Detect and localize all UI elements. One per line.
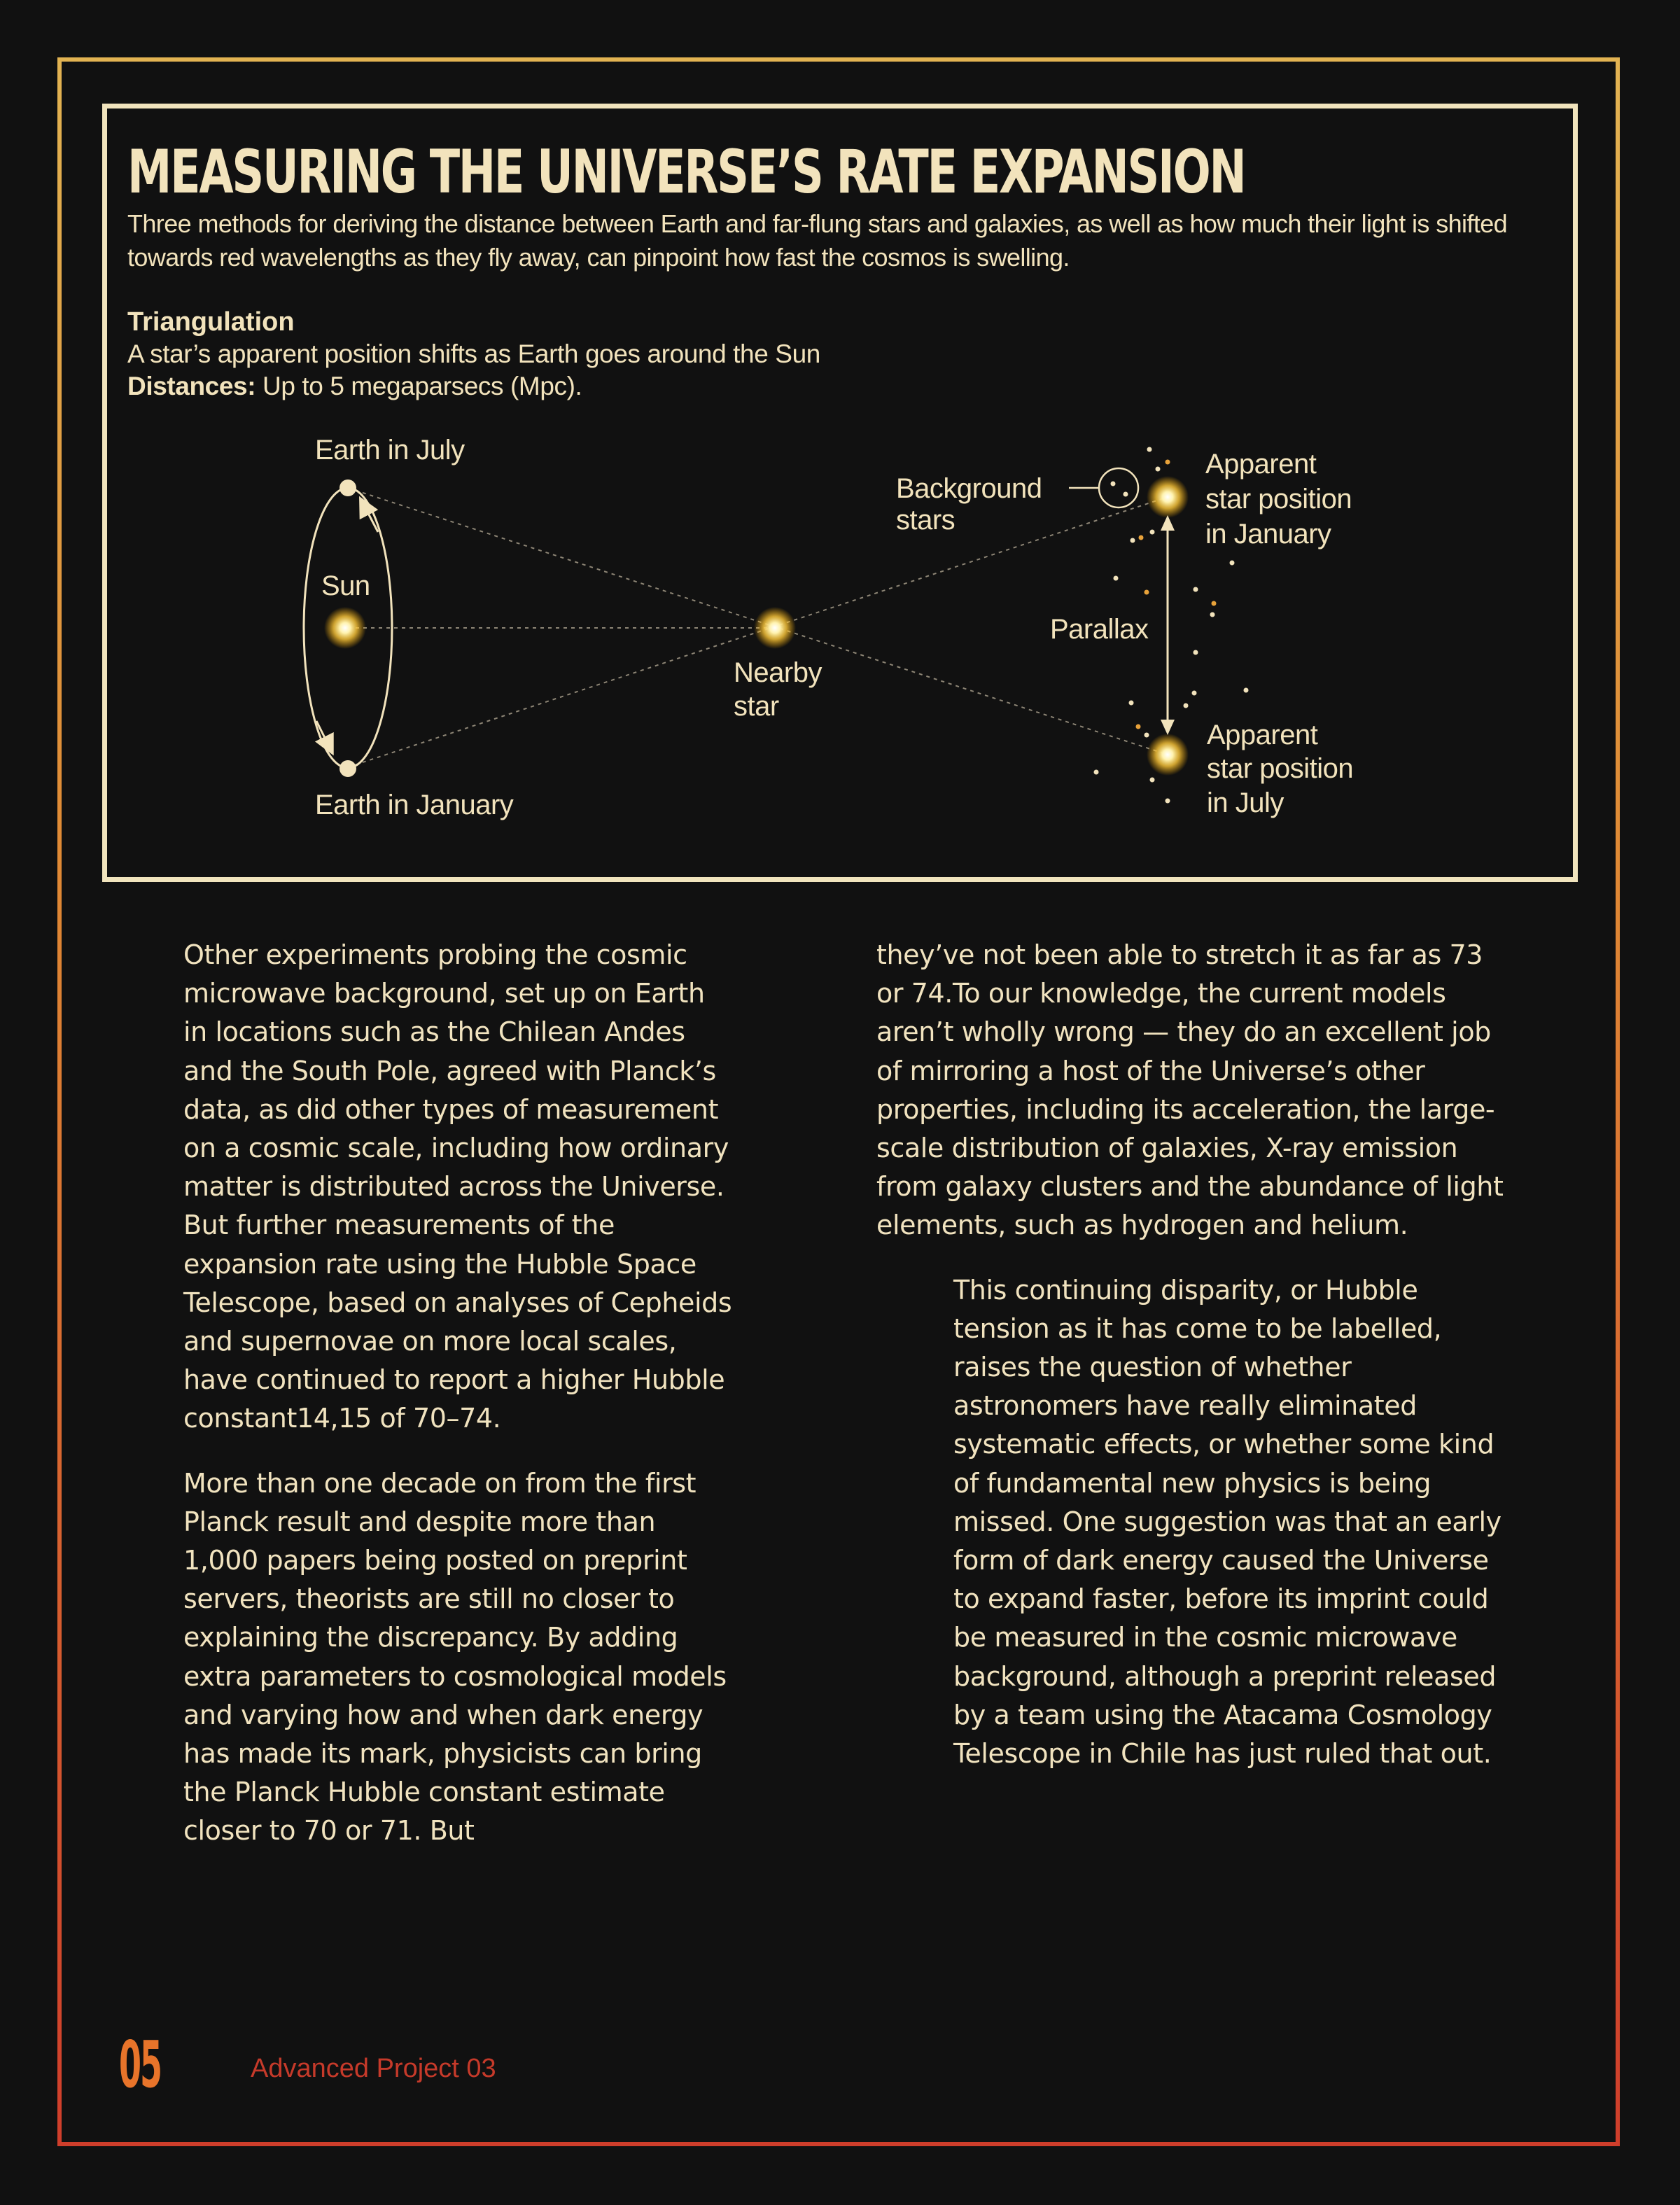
card-title: MEASURING THE UNIVERSE’S RATE EXPANSION bbox=[127, 137, 1245, 207]
apparent-star-january-icon bbox=[1147, 476, 1189, 518]
distance-label: Distances: bbox=[127, 372, 256, 400]
distance-value: Up to 5 megaparsecs (Mpc). bbox=[262, 372, 582, 400]
article-paragraph: This continuing disparity, or Hubble tension as it has come to be labelled, raises the question of whether astronomers have really eliminated systematic effects, or whether some kind of fundamental new physics is being missed. One suggestion was that an early form of dark energy caused the Universe to expand faster, before its imprint could be measured in the cosmic microwave background, although a preprint released by a team using the Atacama Cosmology Telescope in Chile has just ruled that out. bbox=[953, 1274, 1502, 1770]
label-background-2: stars bbox=[896, 505, 955, 536]
label-parallax: Parallax bbox=[1050, 614, 1149, 645]
article-paragraph: they’ve not been able to stretch it as far as 73 or 74.To our knowledge, the current models aren’t wholly wrong — they do an excellent job of mirroring a host of the Universe’s other properties, including its acceleration, the large-scale distribution of galaxies, X-ray emission from galaxy clusters and the abundance of light elements, such as hydrogen and helium. bbox=[876, 939, 1504, 1241]
label-earth-july: Earth in July bbox=[315, 435, 465, 465]
apparent-star-july-icon bbox=[1147, 734, 1189, 776]
method-description: A star’s apparent position shifts as Earth goes around the Sun bbox=[127, 340, 820, 368]
label-apparent-jan-1: Apparent bbox=[1205, 449, 1317, 479]
earth-july-dot bbox=[340, 479, 356, 496]
earth-january-dot bbox=[340, 760, 356, 777]
article-column-left bbox=[106, 936, 736, 1877]
card-intro: Three methods for deriving the distance between Earth and far-flung stars and galaxies, as well as how much their light is shifted towards red wavelengths as they fly away, can pinpoint how fast the cosmos is swelling. bbox=[127, 209, 1508, 272]
parallax-arrow-up-icon bbox=[1161, 515, 1175, 531]
label-apparent-jul-1: Apparent bbox=[1207, 720, 1318, 750]
background-stars-ring bbox=[1099, 468, 1138, 507]
article-paragraph: More than one decade on from the first Planck result and despite more than 1,000 papers being posted on preprint servers, theorists are still no closer to explaining the discrepancy. By adding extra parameters to cosmological models and varying how and when dark energy has made its mark, physicists can bring the Planck Hubble constant estimate closer to 70 or 71. But bbox=[183, 1467, 727, 1847]
method-title: Triangulation bbox=[127, 307, 295, 337]
parallax-diagram bbox=[0, 0, 1680, 889]
article-column-right bbox=[876, 936, 1506, 1799]
label-background-1: Background bbox=[896, 473, 1042, 504]
footer-project-title: Advanced Project 03 bbox=[251, 2054, 496, 2083]
article-paragraph: Other experiments probing the cosmic microwave background, set up on Earth in locations such as the Chilean Andes and the South Pole, agreed with Planck’s data, as did other types of measurement on a cosmic scale, including how ordinary matter is distributed across the Universe. But further measurements of the expansion rate using the Hubble Space Telescope, based on analyses of Cepheids and supernovae on more local scales, have continued to report a higher Hubble constant14,15 of 70–74. bbox=[183, 939, 732, 1434]
label-apparent-jul-2: star position bbox=[1207, 753, 1354, 784]
label-apparent-jan-2: star position bbox=[1205, 484, 1352, 514]
parallax-arrow-down-icon bbox=[1161, 720, 1175, 735]
label-earth-january: Earth in January bbox=[315, 790, 514, 820]
background-star-dot bbox=[1124, 492, 1128, 497]
label-apparent-jul-3: in July bbox=[1207, 788, 1284, 818]
sun-star-icon bbox=[324, 607, 366, 649]
page-number: 05 bbox=[119, 2027, 162, 2102]
label-apparent-jan-3: in January bbox=[1205, 519, 1331, 550]
label-nearby-1: Nearby bbox=[734, 657, 822, 688]
background-star-dot bbox=[1111, 482, 1116, 486]
label-sun: Sun bbox=[321, 570, 370, 601]
nearby-star-icon bbox=[754, 607, 796, 649]
label-nearby-2: star bbox=[734, 691, 779, 722]
